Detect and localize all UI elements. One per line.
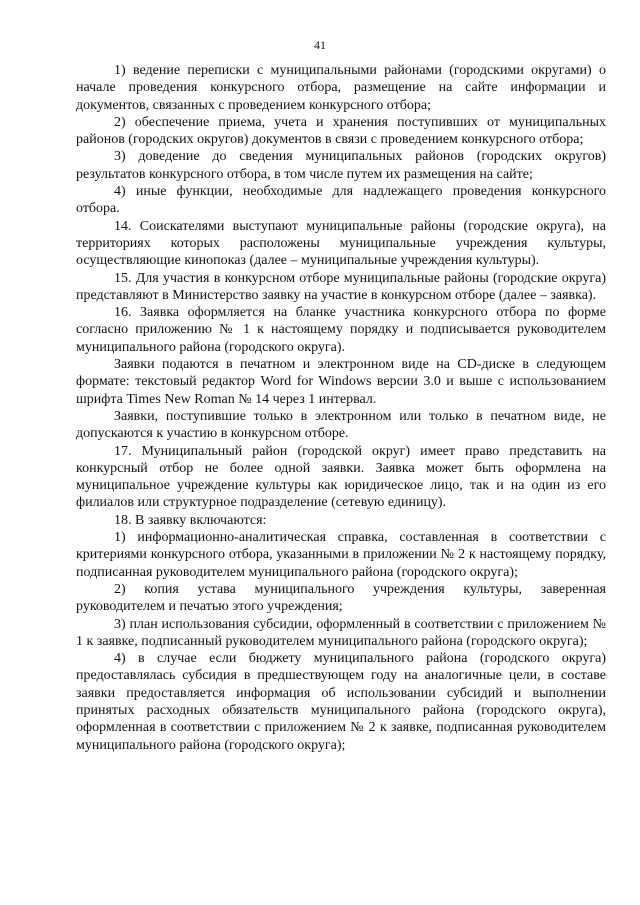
paragraph-application-item-2: 2) копия устава муниципального учреждения культуры, заверенная руководителем и печатью этого учреждения; xyxy=(76,581,606,615)
paragraph-item-3-results: 3) доведение до сведения муниципальных районов (городских округов) результатов конкурсного отбора, в том числе путем их размещения на сайте; xyxy=(76,149,606,182)
document-body xyxy=(76,62,606,754)
paragraph-clause-14: 14. Соискателями выступают муниципальные районы (городские округа), на территориях которых расположены муниципальные учреждения культуры, осуществляющие кинопоказ (далее – муниципальные учреждения культуры). xyxy=(76,218,606,269)
paragraph-clause-18: 18. В заявку включаются: xyxy=(114,512,267,528)
paragraph-application-item-3: 3) план использования субсидии, оформленный в соответствии с приложением № 1 к заявке, подписанный руководителем муниципального района (городского округа); xyxy=(76,616,606,649)
paragraph-item-4-other-functions: 4) иные функции, необходимые для надлежащего проведения конкурсного отбора. xyxy=(76,184,606,217)
page-number: 41 xyxy=(314,38,326,52)
paragraph-submission-format: Заявки подаются в печатном и электронном виде на CD-диске в следующем формате: текстовый редактор Word for Windows версии 3.0 и выше с использованием шрифта Times New Roman № 14 через 1 интервал. xyxy=(76,357,606,407)
paragraph-clause-17: 17. Муниципальный район (городской округ) имеет право представить на конкурсный отбор не более одной заявки. Заявка может быть оформлена на муниципальное учреждение культуры как юридическое лицо, так и на один из его филиалов или структурное подразделение (сетевую единицу). xyxy=(76,443,606,511)
paragraph-item-1-correspondence: 1) ведение переписки с муниципальными районами (городскими округами) о начале проведения конкурсного отбора, размещение на сайте информации и документов, связанных с проведением конкурсного отбора; xyxy=(76,63,606,113)
paragraph-clause-15: 15. Для участия в конкурсном отборе муниципальные районы (городские округа) представляют в Министерство заявку на участие в конкурсном отборе (далее – заявка). xyxy=(76,270,606,303)
paragraph-application-item-1: 1) информационно-аналитическая справка, составленная в соответствии с критериями конкурсного отбора, указанными в приложении № 2 к настоящему порядку, подписанная руководителем муниципального района (городского округа); xyxy=(76,530,606,580)
paragraph-clause-16: 16. Заявка оформляется на бланке участника конкурсного отбора по форме согласно приложению № 1 к настоящему порядку и подписывается руководителем муниципального района (городского округа). xyxy=(76,305,606,355)
paragraph-application-item-4: 4) в случае если бюджету муниципального района (городского округа) предоставлялась субсидия в предшествующем году на аналогичные цели, в составе заявки предоставляется информация об использовании субсидий и выполнении принятых расходных обязательств муниципального района (городского округа), оформленная в соответствии с приложением № 2 к заявке, подписанная руководителем муниципального района (городского округа); xyxy=(76,651,606,753)
paragraph-item-2-documents: 2) обеспечение приема, учета и хранения поступивших от муниципальных районов (городских округов) документов в связи с проведением конкурсного отбора; xyxy=(76,114,606,148)
paragraph-submission-restriction: Заявки, поступившие только в электронном или только в печатном виде, не допускаются к участию в конкурсном отборе. xyxy=(76,408,606,442)
